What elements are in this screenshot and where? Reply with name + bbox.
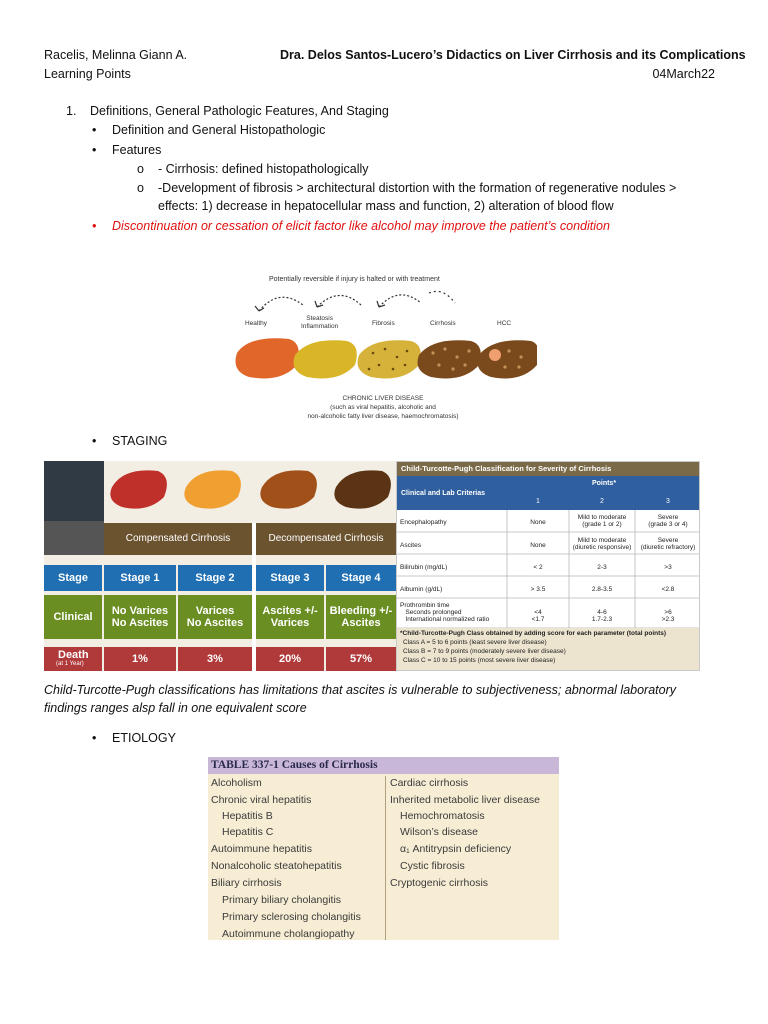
stage-label-healthy: Healthy <box>245 320 268 327</box>
etio-right-item: Cryptogenic cirrhosis <box>390 877 489 889</box>
red-note: Discontinuation or cessation of elicit factor like alcohol may improve the patient’s condition <box>112 219 610 233</box>
death-stage-4: 57% <box>326 647 396 671</box>
bullet-dot: • <box>92 434 97 448</box>
bullet-etiology: ETIOLOGY <box>112 731 176 745</box>
stage-label-hcc: HCC <box>497 320 512 327</box>
etio-left-item: Primary sclerosing cholangitis <box>222 911 361 923</box>
staging-livers <box>106 461 396 521</box>
figure-caption-1: CHRONIC LIVER DISEASE <box>342 395 424 402</box>
bullet-staging: STAGING <box>112 434 168 448</box>
death-row-sublabel: (at 1 Year) <box>56 661 84 667</box>
bullet-dot-red: • <box>92 219 97 233</box>
etio-left-item: Autoimmune hepatitis <box>211 843 312 855</box>
compensated-divider <box>252 523 256 671</box>
ctp-row-ascites: Ascites <box>400 542 421 549</box>
etio-right-item: α₁ Antitrypsin deficiency <box>400 843 512 855</box>
staging-corner-2 <box>44 521 104 555</box>
etio-left-item: Primary biliary cholangitis <box>222 894 342 906</box>
ctp-points-2: 2 <box>600 498 604 505</box>
ctp-cell: >3 <box>664 564 672 571</box>
ctp-cell: <4 <1.7 <box>531 609 545 623</box>
death-stage-1: 1% <box>104 647 176 671</box>
ctp-cell: > 3.5 <box>530 586 546 593</box>
ctp-cell: Mild to moderate (grade 1 or 2) <box>577 514 627 528</box>
ctp-row-prothrombin: Prothrombin time Seconds prolonged International normalized ratio <box>400 602 490 623</box>
section-number: 1. <box>66 104 77 118</box>
etio-right-item: Hemochromatosis <box>400 810 485 822</box>
death-row-label-cell <box>44 647 102 671</box>
etio-left-item: Nonalcoholic steatohepatitis <box>211 860 342 872</box>
clinical-row-label: Clinical <box>44 595 102 639</box>
ctp-row-encephalopathy: Encephalopathy <box>400 519 447 526</box>
subheader-learning-points: Learning Points <box>44 67 131 81</box>
ctp-cell: 4-6 1.7-2.3 <box>591 609 613 623</box>
ctp-cell: < 2 <box>533 564 543 571</box>
stage-label-fibrosis: Fibrosis <box>372 320 395 327</box>
ctp-cell: Mild to moderate (diuretic responsive) <box>572 537 632 551</box>
etio-right-item: Wilson’s disease <box>400 826 479 838</box>
etio-left-item: Hepatitis B <box>222 810 273 822</box>
ctp-cell: 2.8-3.5 <box>591 586 613 593</box>
ctp-class-a: Class A = 5 to 6 points (least severe liver disease) <box>403 639 547 646</box>
ctp-limitations-note-line2: findings ranges alsp fall in one equivalent score <box>44 701 307 715</box>
ctp-points-label: Points* <box>591 480 617 487</box>
bullet-definition: Definition and General Histopathologic <box>112 123 326 137</box>
staging-table <box>44 461 396 671</box>
ctp-table <box>396 461 700 671</box>
stage-row-label: Stage <box>44 565 102 591</box>
author-name: Racelis, Melinna Giann A. <box>44 48 188 62</box>
ctp-title: Child-Turcotte-Pugh Classification for Severity of Cirrhosis <box>401 464 612 473</box>
etio-right-item: Cardiac cirrhosis <box>390 777 469 789</box>
decompensated-header: Decompensated Cirrhosis <box>256 523 396 555</box>
etio-left-item: Alcoholism <box>211 777 262 789</box>
ctp-row-bilirubin: Bilirubin (mg/dL) <box>400 564 448 571</box>
bullet-features: Features <box>112 143 162 157</box>
ctp-points-3: 3 <box>666 498 670 505</box>
clinical-stage-2: Varices No Ascites <box>178 595 252 639</box>
staging-corner <box>44 461 104 521</box>
clinical-stage-1: No Varices No Ascites <box>104 595 176 639</box>
ctp-cell: None <box>530 519 546 526</box>
clinical-stage-4: Bleeding +/- Ascites <box>326 595 396 639</box>
stage-3: Stage 3 <box>256 565 324 591</box>
reversible-note: Potentially reversible if injury is halted or with treatment <box>269 276 440 283</box>
causes-of-cirrhosis-table <box>208 757 559 940</box>
etio-column-divider <box>385 776 386 940</box>
ctp-cell: Severe (grade 3 or 4) <box>648 514 688 528</box>
bullet-dot: • <box>92 731 97 745</box>
compensated-header: Compensated Cirrhosis <box>104 523 252 555</box>
ctp-cell: None <box>530 542 546 549</box>
ctp-class-b: Class B = 7 to 9 points (moderately severe liver disease) <box>403 648 566 655</box>
etio-left-item: Chronic viral hepatitis <box>211 794 312 806</box>
sub-bullet-cirrhosis: - Cirrhosis: defined histopathologically <box>158 162 369 176</box>
stage-2: Stage 2 <box>178 565 252 591</box>
ctp-footnote: *Child-Turcotte-Pugh Class obtained by adding score for each parameter (total points) <box>400 630 667 637</box>
bullet-dot: • <box>92 123 97 137</box>
document-title: Dra. Delos Santos-Lucero’s Didactics on Liver Cirrhosis and its Complications <box>280 48 746 62</box>
etio-left-item: Biliary cirrhosis <box>211 877 282 889</box>
sub-bullet-circle: o <box>137 162 144 176</box>
ctp-row-albumin: Albumin (g/dL) <box>400 586 443 593</box>
ctp-class-c: Class C = 10 to 15 points (most severe liver disease) <box>403 657 556 664</box>
etio-right-item: Inherited metabolic liver disease <box>390 794 540 806</box>
etio-table-title: TABLE 337-1 Causes of Cirrhosis <box>211 759 378 771</box>
death-stage-3: 20% <box>256 647 324 671</box>
document-date: 04March22 <box>652 67 715 81</box>
etio-left-item: Autoimmune cholangiopathy <box>222 928 355 940</box>
stage-label-steatosis: Steatosis Inflammation <box>301 315 339 330</box>
etio-right-item: Cystic fibrosis <box>400 860 465 872</box>
ctp-col-label: Clinical and Lab Criterias <box>401 490 486 497</box>
ctp-limitations-note-line1: Child-Turcotte-Pugh classifications has limitations that ascites is vulnerable to subjectiveness; abnormal laboratory <box>44 683 677 697</box>
ctp-points-1: 1 <box>536 498 540 505</box>
ctp-cell: >6 >2.3 <box>661 609 675 623</box>
figure-caption-3: non-alcoholic fatty liver disease, haemochromatosis) <box>307 413 459 420</box>
liver-progression-figure <box>229 273 537 421</box>
etio-left-item: Hepatitis C <box>222 826 274 838</box>
figure-caption-2: (such as viral hepatitis, alcoholic and <box>330 404 436 411</box>
section-heading: Definitions, General Pathologic Features, And Staging <box>90 104 389 118</box>
stage-label-cirrhosis: Cirrhosis <box>430 320 456 327</box>
bullet-dot: • <box>92 143 97 157</box>
ctp-grid <box>397 510 700 628</box>
sub-bullet-fibrosis: -Development of fibrosis > architectural distortion with the formation of regenerative nodules > <box>158 181 677 195</box>
ctp-cell: <2.8 <box>661 586 675 593</box>
death-row-label: Death <box>58 649 89 661</box>
clinical-stage-3: Ascites +/- Varices <box>256 595 324 639</box>
stage-4: Stage 4 <box>326 565 396 591</box>
stage-1: Stage 1 <box>104 565 176 591</box>
ctp-cell: Severe (diuretic refractory) <box>640 537 696 551</box>
sub-bullet-fibrosis-cont: effects: 1) decrease in hepatocellular mass and function, 2) alteration of blood flow <box>158 199 614 213</box>
sub-bullet-circle: o <box>137 181 144 195</box>
ctp-cell: 2-3 <box>597 564 607 571</box>
death-stage-2: 3% <box>178 647 252 671</box>
